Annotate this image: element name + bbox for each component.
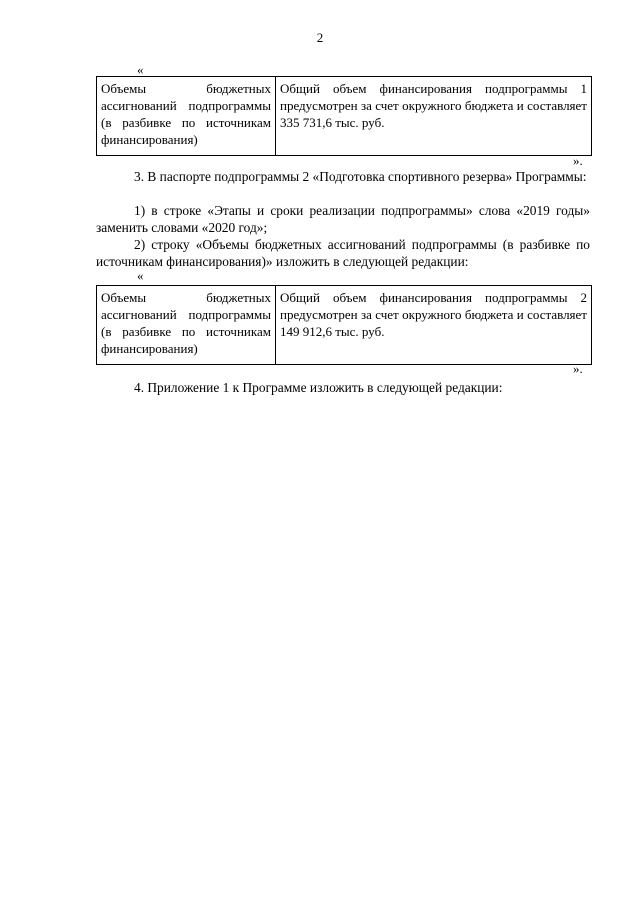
table-2-value: Общий объем финансирования подпрограммы 2 предусмотрен за счет окружного бюджета и составляет 149 912,6 тыс. руб. xyxy=(276,286,592,365)
paragraph-item-3-1: 1) в строке «Этапы и сроки реализации подпрограммы» слова «2019 годы» заменить словами «2020 год»; xyxy=(96,203,590,235)
close-quote-1: ». xyxy=(573,153,583,168)
table-2-label: Объемы бюджетных ассигнований подпрограммы (в разбивке по источникам финансирования) xyxy=(97,286,276,365)
table-row xyxy=(97,286,592,365)
open-quote-1: « xyxy=(137,62,144,77)
paragraph-item-4: 4. Приложение 1 к Программе изложить в следующей редакции: xyxy=(134,380,503,395)
open-quote-2: « xyxy=(137,268,144,283)
paragraph-item-3-2: 2) строку «Объемы бюджетных ассигнований подпрограммы (в разбивке по источникам финансирования)» изложить в следующей редакции: xyxy=(96,237,590,269)
budget-table-2 xyxy=(96,285,592,365)
budget-table-1 xyxy=(96,76,592,156)
paragraph-item-3: 3. В паспорте подпрограммы 2 «Подготовка спортивного резерва» Программы: xyxy=(134,169,587,184)
close-quote-2: ». xyxy=(573,361,583,376)
table-1-label: Объемы бюджетных ассигнований подпрограммы (в разбивке по источникам финансирования) xyxy=(97,77,276,156)
table-1-value: Общий объем финансирования подпрограммы 1 предусмотрен за счет окружного бюджета и составляет 335 731,6 тыс. руб. xyxy=(276,77,592,156)
page-number: 2 xyxy=(316,30,324,45)
table-row xyxy=(97,77,592,156)
